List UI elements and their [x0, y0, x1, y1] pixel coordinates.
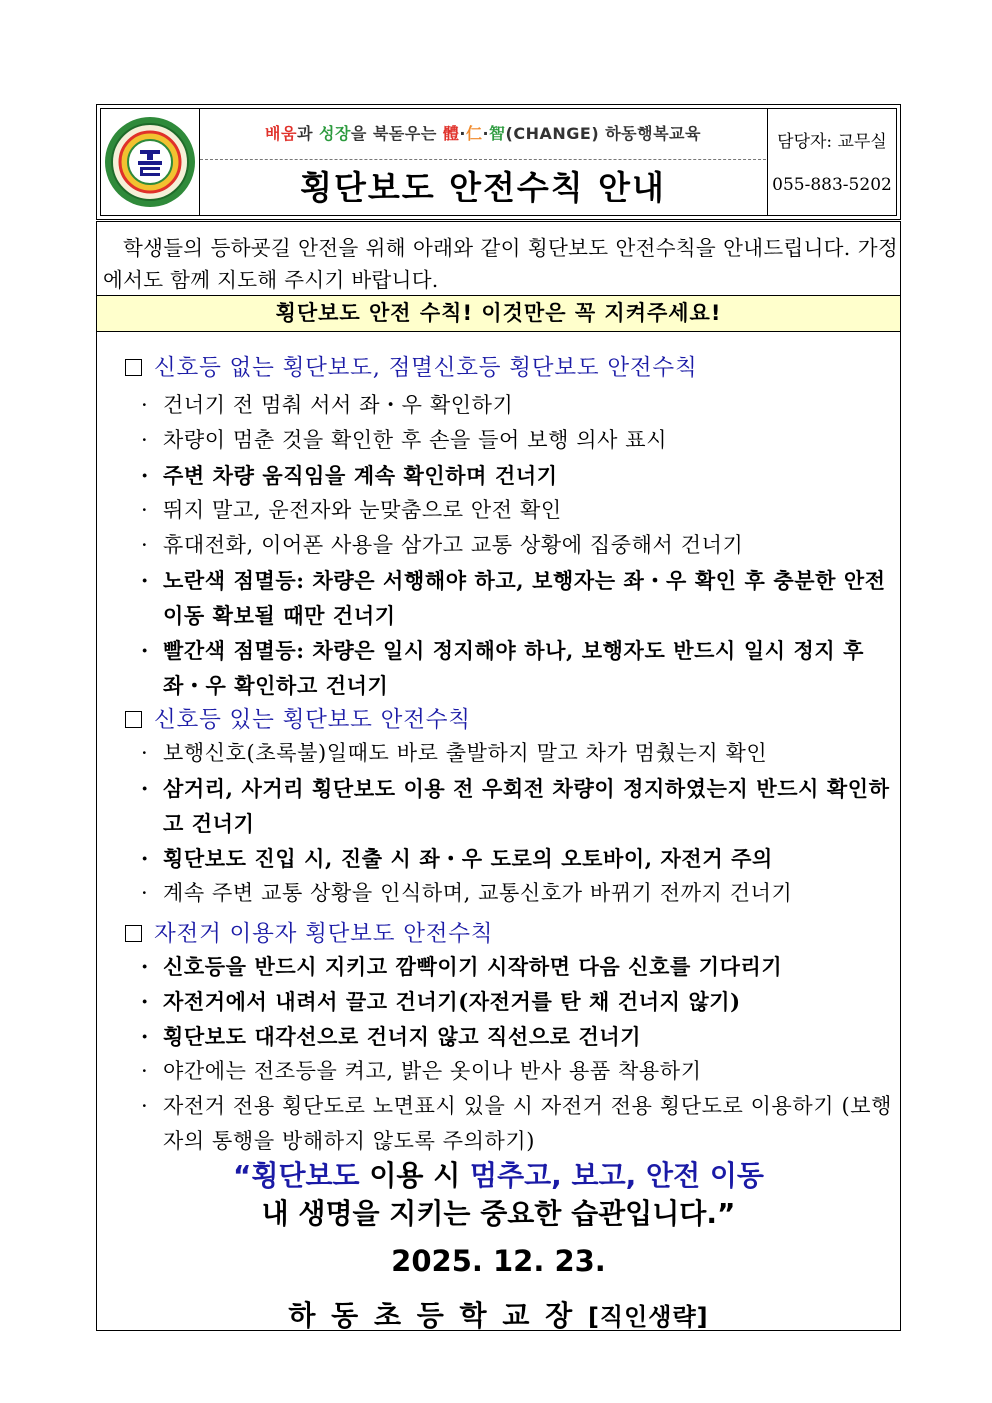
list-item-text: 계속 주변 교통 상황을 인식하며, 교통신호가 바뀌기 전까지 건너기	[163, 881, 793, 905]
slogan-part-benevolence: 仁	[465, 124, 483, 143]
list-item-text: 횡단보도 진입 시, 진출 시 좌・우 도로의 오토바이, 자전거 주의	[163, 846, 773, 871]
slogan-part-body: 體	[442, 124, 460, 143]
list-item: · 건너기 전 멈춰 서서 좌・우 확인하기	[141, 388, 901, 423]
list-item: · 계속 주변 교통 상황을 인식하며, 교통신호가 바뀌기 전까지 건너기	[141, 876, 901, 911]
checkbox-icon	[125, 711, 142, 728]
list-item-text: 건너기 전 멈춰 서서 좌・우 확인하기	[163, 393, 514, 417]
section-heading	[125, 702, 471, 734]
logo-text: 하동	[150, 209, 152, 210]
quote-part: “횡단보도	[233, 1159, 360, 1192]
document-header	[96, 104, 901, 220]
section-title: 신호등 있는 횡단보도 안전수칙	[154, 707, 471, 733]
school-emblem-icon	[101, 109, 199, 215]
intro-paragraph: 학생들의 등하굣길 안전을 위해 아래와 같이 횡단보도 안전수칙을 안내드립니다. 가정에서도 함께 지도해 주시기 바랍니다.	[103, 236, 898, 292]
list-item: · 주변 차량 움직임을 계속 확인하며 건너기	[141, 458, 901, 493]
closing-quote-line1	[97, 1158, 900, 1194]
list-item-text: 빨간색 점멸등: 차량은 일시 정지해야 하나, 보행자도 반드시 일시 정지 후 좌・우 확인하고 건너기	[163, 638, 865, 698]
list-item-text: 삼거리, 사거리 횡단보도 이용 전 우회전 차량이 정지하였는지 반드시 확인하고 건너기	[163, 776, 890, 836]
list-item-text: 신호등을 반드시 지키고 깜빡이기 시작하면 다음 신호를 기다리기	[163, 954, 783, 979]
slogan-part: ·	[459, 124, 466, 143]
list-item: · 자전거에서 내려서 끌고 건너기(자전거를 탄 채 건너지 않기)	[141, 984, 901, 1019]
list-item: · 차량이 멈춘 것을 확인한 후 손을 들어 보행 의사 표시	[141, 423, 901, 458]
list-item-text: 자전거 전용 횡단도로 노면표시 있을 시 자전거 전용 횡단도로 이용하기 (보행자의 통행을 방해하지 않도록 주의하기)	[163, 1094, 893, 1153]
slogan-part: (CHANGE) 하동행복교육	[505, 124, 701, 143]
list-item: · 휴대전화, 이어폰 사용을 삼가고 교통 상황에 집중해서 건너기	[141, 528, 901, 563]
list-item-text: 자전거에서 내려서 끌고 건너기(자전거를 탄 채 건너지 않기)	[163, 989, 741, 1014]
section-title: 자전거 이용자 횡단보도 안전수칙	[154, 921, 494, 947]
header-slogan	[200, 109, 766, 160]
list-item-text: 차량이 멈춘 것을 확인한 후 손을 들어 보행 의사 표시	[163, 428, 668, 452]
list-item-text: 횡단보도 대각선으로 건너지 않고 직선으로 건너기	[163, 1024, 642, 1049]
list-item: · 횡단보도 진입 시, 진출 시 좌・우 도로의 오토바이, 자전거 주의	[141, 841, 901, 876]
section-title: 신호등 없는 횡단보도, 점멸신호등 횡단보도 안전수칙	[154, 355, 698, 381]
list-item: · 신호등을 반드시 지키고 깜빡이기 시작하면 다음 신호를 기다리기	[141, 949, 901, 984]
list-item: · 노란색 점멸등: 차량은 서행해야 하고, 보행자는 좌・우 확인 후 충분한 안전 이동 확보될 때만 건너기	[141, 563, 901, 633]
list-item: · 삼거리, 사거리 횡단보도 이용 전 우회전 차량이 정지하였는지 반드시 확인하고 건너기	[141, 771, 901, 841]
signature-line	[97, 1294, 900, 1334]
list-item-text: 주변 차량 움직임을 계속 확인하며 건너기	[163, 463, 558, 488]
list-item-text: 노란색 점멸등: 차량은 서행해야 하고, 보행자는 좌・우 확인 후 충분한 안전 이동 확보될 때만 건너기	[163, 568, 886, 628]
closing-quote-line2: 내 생명을 지키는 중요한 습관입니다.”	[261, 1197, 736, 1230]
list-item: · 야간에는 전조등을 켜고, 밝은 옷이나 반사 용품 착용하기	[141, 1054, 901, 1089]
document-body	[96, 221, 901, 1331]
list-item-text: 휴대전화, 이어폰 사용을 삼가고 교통 상황에 집중해서 건너기	[163, 533, 744, 557]
signature-text: 하 동 초 등 학 교 장	[288, 1299, 576, 1332]
header-table	[100, 108, 897, 216]
list-item: · 뛰지 말고, 운전자와 눈맞춤으로 안전 확인	[141, 493, 901, 528]
document-title: 횡단보도 안전수칙 안내	[300, 168, 666, 207]
slogan-part: ·	[482, 124, 490, 143]
quote-part: 이용 시	[359, 1159, 471, 1192]
contact-cell	[767, 109, 896, 215]
slogan-part: 과	[296, 124, 319, 143]
document-date: 2025. 12. 23.	[391, 1244, 606, 1278]
list-item-text: 뛰지 말고, 운전자와 눈맞춤으로 안전 확인	[163, 498, 562, 522]
banner-heading: 횡단보도 안전 수칙! 이것만은 꼭 지켜주세요!	[97, 295, 900, 332]
list-item: · 횡단보도 대각선으로 건너지 않고 직선으로 건너기	[141, 1019, 901, 1054]
slogan-part-wisdom: 智	[489, 124, 506, 143]
title-cell	[200, 109, 766, 215]
list-item: · 빨간색 점멸등: 차량은 일시 정지해야 하나, 보행자도 반드시 일시 정지 후 좌・우 확인하고 건너기	[141, 633, 901, 703]
list-item: · 자전거 전용 횡단도로 노면표시 있을 시 자전거 전용 횡단도로 이용하기 (보행자의 통행을 방해하지 않도록 주의하기)	[141, 1089, 901, 1159]
document-page	[96, 104, 901, 1332]
slogan-part-learning: 배움	[265, 124, 297, 143]
list-item: · 보행신호(초록불)일때도 바로 출발하지 말고 차가 멈췄는지 확인	[141, 736, 901, 771]
checkbox-icon	[125, 925, 142, 942]
checkbox-icon	[125, 359, 142, 376]
quote-part: 멈추고, 보고, 안전 이동	[470, 1159, 764, 1192]
contact-person: 담당자: 교무실	[777, 132, 887, 152]
stamp-omitted-note: [직인생략]	[587, 1303, 709, 1331]
slogan-part: 을 북돋우는	[350, 124, 443, 143]
section-heading	[125, 350, 697, 382]
list-item-text: 야간에는 전조등을 켜고, 밝은 옷이나 반사 용품 착용하기	[163, 1059, 702, 1083]
section-heading	[125, 916, 493, 948]
school-logo-cell	[101, 109, 200, 215]
list-item-text: 보행신호(초록불)일때도 바로 출발하지 말고 차가 멈췄는지 확인	[163, 741, 768, 765]
contact-phone: 055-883-5202	[772, 175, 892, 195]
slogan-part-growth: 성장	[319, 124, 351, 143]
